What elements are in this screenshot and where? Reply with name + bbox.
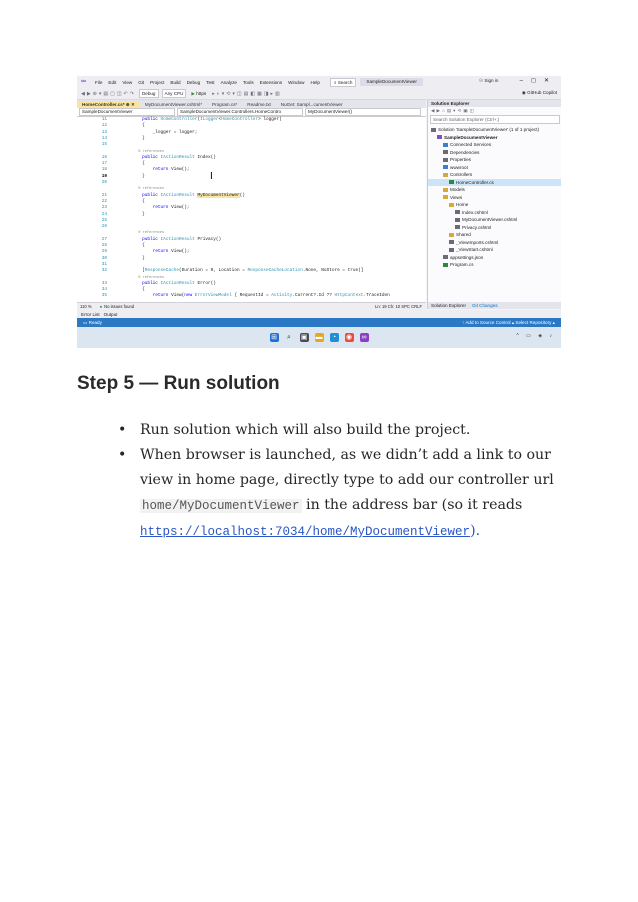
tree-item-label: Dependencies — [450, 149, 480, 155]
tree-item-icon — [449, 233, 454, 237]
tree-item[interactable] — [428, 216, 561, 224]
chrome-icon[interactable]: ◉ — [345, 334, 353, 341]
tab-editor-0[interactable]: HomeController.cs* ⊕ ✕ — [77, 101, 140, 108]
toolbar-icons-2[interactable]: ▸◐▾⟲▾◫▤◧▦◨▸▥ — [212, 90, 282, 97]
code-line: 35 return View(new ErrorViewModel { RequestId = Activity.Current?.Id ?? HttpContext.TraceIden — [101, 293, 390, 299]
code-line: 16 public IActionResult Index() — [101, 154, 216, 160]
tree-item[interactable] — [428, 179, 561, 187]
tree-item[interactable] — [428, 261, 561, 269]
tree-item[interactable] — [428, 126, 561, 134]
code-line: 15 — [101, 142, 107, 148]
code-line: 24 } — [101, 211, 145, 217]
run-label: https — [196, 91, 207, 96]
task-view-icon[interactable]: ▣ — [300, 334, 308, 341]
steps-list — [115, 418, 555, 545]
copilot-label: GitHub Copilot — [527, 90, 557, 95]
code-line: 25 — [101, 217, 107, 223]
run-button[interactable]: ▶ https — [191, 91, 207, 96]
localhost-link[interactable]: https://localhost:7034/home/MyDocumentViewer — [140, 525, 471, 539]
tree-item-label: Shared — [456, 232, 471, 237]
menu-item-extensions[interactable]: Extensions — [259, 79, 283, 85]
tab-solution-explorer[interactable]: Solution Explorer — [431, 303, 466, 308]
status-bar — [77, 318, 561, 327]
tab-editor-2[interactable]: Program.cs* — [212, 102, 238, 107]
tree-item-icon — [443, 173, 448, 177]
code-line: 14 } — [101, 135, 145, 141]
tree-item-icon — [443, 165, 448, 169]
status-ready-label: Ready — [88, 319, 102, 325]
editor-status-bar — [77, 302, 426, 310]
edge-icon[interactable]: ◔ — [330, 333, 339, 342]
menu-item-project[interactable]: Project — [150, 79, 165, 85]
copilot-button[interactable]: ◉ GitHub Copilot — [521, 90, 557, 95]
search-icon[interactable]: ⌕ — [287, 334, 291, 341]
tree-item-icon — [437, 135, 442, 139]
tree-item[interactable] — [428, 254, 561, 262]
code-line: 20 — [101, 180, 107, 185]
bullet-text: Run solution which will also build the project. — [140, 422, 471, 438]
code-line: 30 } — [101, 255, 145, 261]
tree-item[interactable] — [428, 231, 561, 239]
zoom-level[interactable]: 110 % — [80, 304, 92, 309]
system-tray-icons[interactable]: ^ ▭ ◈ ♪ — [516, 333, 555, 339]
tree-item-label: Index.cshtml — [462, 209, 488, 215]
window-controls[interactable]: –◻✕ — [519, 78, 557, 84]
tab-editor-1[interactable]: MyDocumentViewer.cshtml* — [144, 102, 202, 107]
code-line: 17 { — [101, 161, 145, 167]
tree-item-icon — [449, 248, 454, 252]
navigation-bar — [77, 108, 426, 117]
menu-item-analyze[interactable]: Analyze — [220, 79, 237, 85]
tree-item-label: Properties — [450, 157, 471, 162]
tree-item[interactable] — [428, 246, 561, 254]
menu-bar — [77, 76, 561, 88]
menu-item-help[interactable]: Help — [310, 79, 320, 85]
tree-item[interactable] — [428, 149, 561, 157]
visual-studio-taskbar-icon[interactable]: ∞ — [361, 334, 367, 341]
search-box[interactable]: ⌕ Search — [330, 78, 356, 87]
tree-item-icon — [443, 143, 448, 147]
class-dropdown[interactable]: SampleDocumentViewer.Controllers.HomeContro — [177, 108, 303, 116]
code-line: 18 return View(); — [101, 167, 190, 173]
code-line: 31 — [101, 261, 107, 267]
windows-start-icon[interactable]: ⊞ — [271, 334, 277, 341]
code-line: 13 _logger = logger; — [101, 129, 198, 135]
code-editor[interactable] — [77, 117, 426, 302]
code-lens: 0 references — [121, 231, 165, 236]
tree-item-icon — [443, 195, 448, 199]
tree-item[interactable] — [428, 164, 561, 172]
solution-explorer-footer — [428, 302, 561, 309]
tree-item[interactable] — [428, 134, 561, 142]
code-line: 23 return View(); — [101, 205, 190, 211]
search-label: Search — [337, 79, 353, 85]
solution-explorer-title: Solution Explorer — [428, 100, 561, 107]
tree-item-icon — [443, 263, 448, 267]
visual-studio-screenshot — [77, 76, 561, 348]
windows-taskbar — [77, 327, 561, 348]
bullet-text-end: ). — [470, 523, 481, 539]
inline-code: home/MyDocumentViewer — [142, 499, 300, 513]
tab-output[interactable]: Output — [103, 311, 118, 317]
tree-item-label: appsettings.json — [450, 254, 484, 260]
code-lens: 0 references — [121, 187, 165, 192]
menu-item-debug[interactable]: Debug — [186, 79, 201, 85]
solution-explorer-search[interactable]: Search Solution Explorer (Ctrl+;) — [430, 115, 560, 124]
tree-item-icon — [455, 210, 460, 214]
section-heading: Step 5 — Run solution — [77, 373, 280, 394]
tab-editor-4[interactable]: NuGet: Sampl...cumentViewer — [280, 102, 343, 107]
solution-explorer-toolbar[interactable]: ◀▶⌂▤▾⟲▣◫ — [431, 108, 477, 113]
code-line: 11 public HomeController(ILogger<HomeController> logger) — [101, 117, 282, 122]
code-line: 22 { — [101, 198, 145, 204]
code-line: 34 { — [101, 287, 145, 293]
tree-item-label: HomeController.cs — [456, 179, 494, 185]
tree-item-icon — [443, 150, 448, 154]
code-line: 19 } — [101, 173, 145, 179]
bullet-text-cont: in the address bar (so it reads — [301, 497, 523, 513]
bullet-text: When browser is launched, as we didn’t add a link to our view in home page, directly type to add our controller url — [140, 447, 554, 488]
tree-item[interactable] — [428, 186, 561, 194]
tree-item-icon — [443, 188, 448, 192]
solution-explorer — [427, 100, 561, 309]
cursor-position: Ln: 19 Ch: 10 SPC CRLF — [374, 304, 422, 309]
menu-item-tools[interactable]: Tools — [242, 79, 254, 85]
code-line: 28 { — [101, 243, 145, 248]
platform-select[interactable]: Any CPU — [162, 89, 187, 98]
code-lens: 0 references — [121, 149, 165, 154]
config-select[interactable]: Debug — [139, 89, 159, 98]
tab-error-list[interactable]: Error List — [81, 311, 100, 317]
list-item — [115, 443, 555, 545]
tree-item-label: wwwroot — [450, 164, 468, 170]
menu-item-test[interactable]: Test — [206, 79, 215, 85]
tree-item[interactable] — [428, 209, 561, 217]
tree-item-icon — [449, 180, 454, 184]
tree-item[interactable] — [428, 239, 561, 247]
tree-item[interactable] — [428, 141, 561, 149]
editor-tabs — [77, 100, 426, 108]
visual-studio-logo-icon: ∞ — [81, 78, 86, 85]
tree-item-icon — [443, 255, 448, 259]
window-title: SampleDocumentViewer — [360, 78, 422, 86]
toolbar — [77, 88, 561, 100]
tree-item[interactable] — [428, 194, 561, 202]
menu-item-git[interactable]: Git — [138, 79, 145, 85]
menu-items — [95, 80, 326, 85]
file-explorer-icon[interactable]: ▬ — [315, 334, 323, 341]
tree-item-label: Home — [456, 202, 469, 207]
issues-status[interactable]: No issues found — [104, 304, 135, 309]
status-ready: ▭ Ready — [83, 319, 102, 325]
tree-item-label: _ViewStart.cshtml — [456, 247, 493, 252]
menu-item-file[interactable]: File — [95, 79, 103, 85]
tree-item-label: Models — [450, 187, 465, 192]
sign-in-link[interactable]: ⚇ Sign in — [479, 78, 499, 83]
tree-item-label: Solution 'SampleDocumentViewer' (1 of 1 project) — [438, 127, 539, 132]
tree-item[interactable] — [428, 171, 561, 179]
solution-tree — [428, 126, 561, 269]
tree-item[interactable] — [428, 156, 561, 164]
tree-item-icon — [431, 128, 436, 132]
tree-item[interactable] — [428, 224, 561, 232]
code-lens: 0 references — [121, 275, 165, 280]
tree-item-label: Privacy.cshtml — [462, 224, 492, 230]
code-line: 32 [ResponseCache(Duration = 0, Location = ResponseCacheLocation.None, NoStore = true)] — [101, 268, 364, 274]
member-dropdown[interactable]: MyDocumentViewer() — [305, 108, 421, 116]
tree-item-icon — [443, 158, 448, 162]
tree-item-icon — [449, 203, 454, 207]
tab-editor-3[interactable]: Readme.txt — [247, 102, 271, 107]
tree-item-label: Connected Services — [450, 142, 492, 147]
tree-item[interactable] — [428, 201, 561, 209]
tree-item-label: MyDocumentViewer.cshtml — [462, 217, 518, 222]
bottom-tool-tabs — [77, 310, 561, 318]
tree-item-label: Program.cs — [450, 262, 474, 267]
tree-item-label: _ViewImports.cshtml — [456, 239, 499, 245]
tree-item-icon — [449, 240, 454, 244]
toolbar-icons[interactable]: ◀▶⊕▾▤▢◫↶↷ — [81, 90, 136, 97]
source-control-status[interactable]: ↑ Add to Source Control ▴ Select Repository ▴ — [462, 320, 555, 325]
sign-in-label: Sign in — [484, 78, 499, 83]
tree-item-label: Views — [450, 194, 463, 200]
tab-git-changes[interactable]: Git Changes — [471, 303, 498, 308]
code-line: 29 return View(); — [101, 249, 190, 255]
code-line: 21 public IActionResult MyDocumentViewer() — [101, 192, 245, 198]
code-line: 33 public IActionResult Error() — [101, 280, 216, 286]
text-cursor-icon: I — [210, 171, 213, 182]
menu-item-window[interactable]: Window — [288, 79, 305, 85]
menu-item-view[interactable]: View — [122, 79, 133, 85]
tree-item-icon — [455, 218, 460, 222]
tree-item-label: Controllers — [450, 172, 473, 177]
tree-item-label: SampleDocumentViewer — [444, 134, 498, 140]
menu-item-edit[interactable]: Edit — [108, 79, 117, 85]
code-line: 12 { — [101, 123, 145, 129]
tree-item-icon — [455, 225, 460, 229]
project-dropdown[interactable]: SampleDocumentViewer — [79, 108, 175, 116]
check-icon: ● — [99, 304, 103, 309]
menu-item-build[interactable]: Build — [170, 79, 181, 85]
list-item — [115, 418, 555, 443]
code-line: 26 — [101, 224, 107, 230]
code-line: 27 public IActionResult Privacy() — [101, 236, 222, 242]
